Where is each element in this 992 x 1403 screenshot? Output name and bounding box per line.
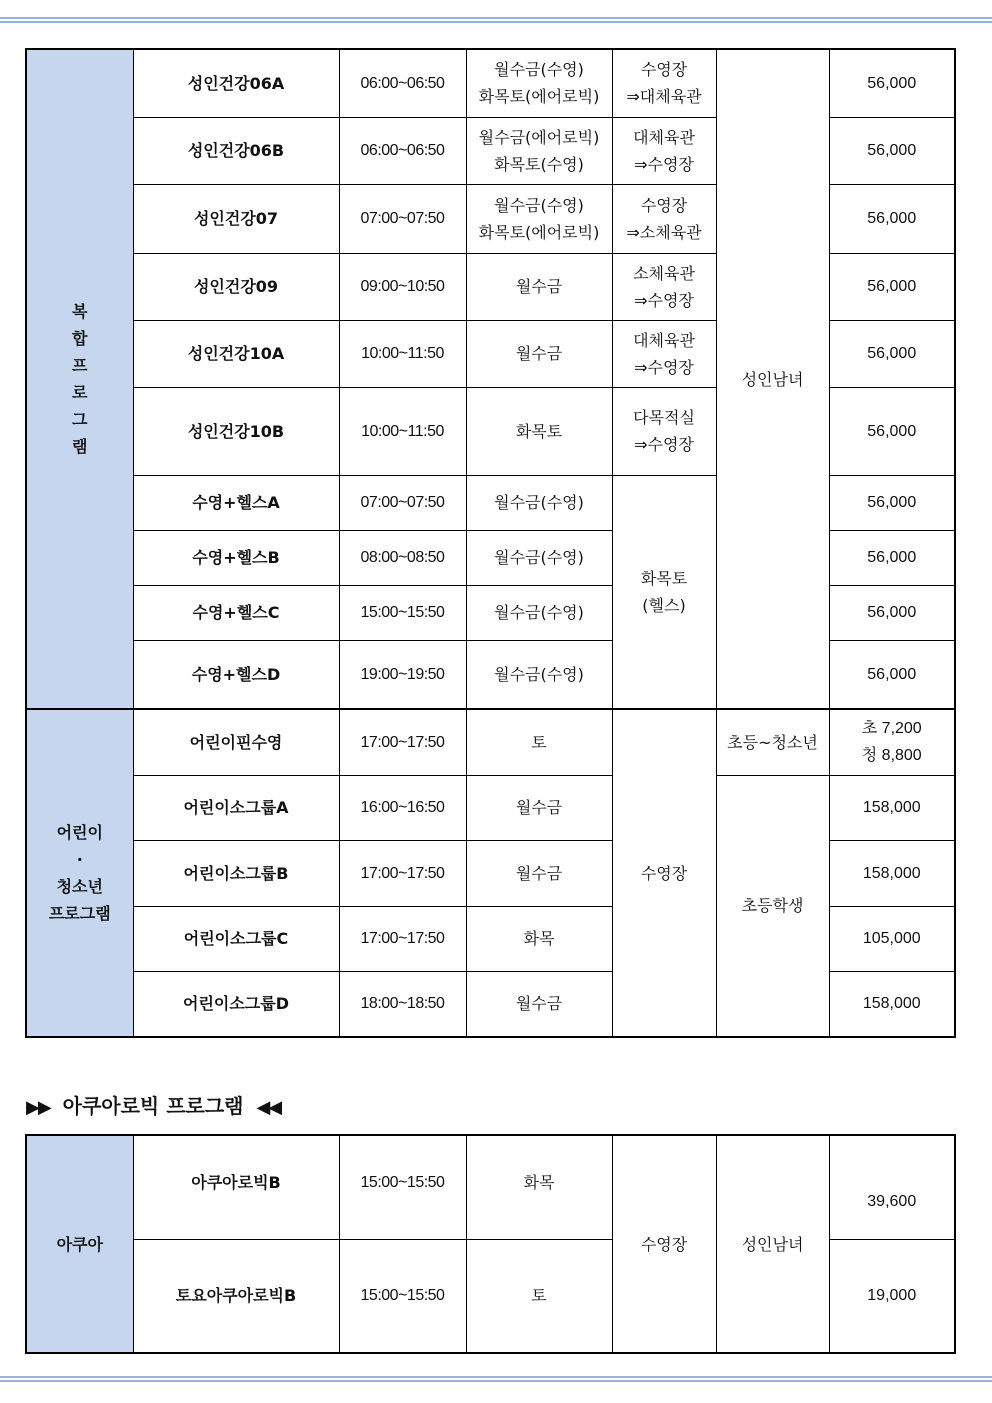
program-time: 15:00~15:50 [339,1135,466,1239]
program-days: 화목 [466,906,612,971]
program-days: 월수금(수영) 화목토(에어로빅) [466,49,612,117]
program-price: 158,000 [829,775,955,840]
program-days: 월수금(에어로빅) 화목토(수영) [466,117,612,184]
program-name: 어린이소그룹D [133,971,339,1037]
program-place: 수영장 [612,1135,716,1353]
program-place: 다목적실 ⇒수영장 [612,387,716,475]
program-price: 39,600 [829,1135,955,1239]
program-price: 56,000 [829,253,955,320]
program-price: 19,000 [829,1239,955,1353]
program-place: 수영장 [612,709,716,1037]
program-place: 대체육관 ⇒수영장 [612,320,716,387]
program-time: 08:00~08:50 [339,530,466,585]
program-time: 15:00~15:50 [339,585,466,640]
program-days: 토 [466,1239,612,1353]
category-youth-program: 어린이 · 청소년 프로그램 [26,709,133,1037]
program-price: 158,000 [829,971,955,1037]
program-name: 어린이핀수영 [133,709,339,775]
program-days: 화목토 [466,387,612,475]
program-name: 수영+헬스D [133,640,339,709]
program-time: 06:00~06:50 [339,117,466,184]
program-days: 월수금(수영) [466,475,612,530]
program-time: 06:00~06:50 [339,49,466,117]
program-days: 토 [466,709,612,775]
program-name: 성인건강06B [133,117,339,184]
program-place: 대체육관 ⇒수영장 [612,117,716,184]
program-days: 월수금(수영) [466,530,612,585]
left-triangles-icon: ◀◀ [256,1097,281,1118]
table-row [26,49,955,117]
program-time: 19:00~19:50 [339,640,466,709]
program-time: 10:00~11:50 [339,387,466,475]
program-schedule-table [25,48,956,1038]
program-days: 월수금 [466,775,612,840]
program-place: 소체육관 ⇒수영장 [612,253,716,320]
program-name: 수영+헬스C [133,585,339,640]
program-days: 화목 [466,1135,612,1239]
category-composite-program: 복 합 프 로 그 램 [26,49,133,709]
program-price: 초 7,200 청 8,800 [829,709,955,775]
program-price: 56,000 [829,387,955,475]
program-place: 수영장 ⇒대체육관 [612,49,716,117]
program-name: 성인건강10B [133,387,339,475]
program-name: 토요아쿠아로빅B [133,1239,339,1353]
top-border-line [0,17,992,23]
category-aqua: 아쿠아 [26,1135,133,1353]
program-days: 월수금(수영) 화목토(에어로빅) [466,184,612,253]
program-name: 어린이소그룹A [133,775,339,840]
program-name: 성인건강10A [133,320,339,387]
program-name: 성인건강09 [133,253,339,320]
program-price: 56,000 [829,585,955,640]
program-name: 어린이소그룹C [133,906,339,971]
right-triangles-icon: ▶▶ [26,1097,50,1118]
program-time: 17:00~17:50 [339,906,466,971]
program-days: 월수금 [466,253,612,320]
program-days: 월수금(수영) [466,585,612,640]
program-time: 15:00~15:50 [339,1239,466,1353]
table-row [26,775,955,840]
program-time: 07:00~07:50 [339,475,466,530]
program-price: 56,000 [829,530,955,585]
program-days: 월수금 [466,971,612,1037]
program-name: 어린이소그룹B [133,840,339,906]
program-name: 성인건강07 [133,184,339,253]
program-audience: 초등학생 [716,775,829,1037]
program-days: 월수금(수영) [466,640,612,709]
program-name: 성인건강06A [133,49,339,117]
program-audience: 성인남녀 [716,1135,829,1353]
program-days: 월수금 [466,320,612,387]
program-time: 07:00~07:50 [339,184,466,253]
program-time: 18:00~18:50 [339,971,466,1037]
program-price: 105,000 [829,906,955,971]
program-days: 월수금 [466,840,612,906]
program-name: 수영+헬스B [133,530,339,585]
program-price: 56,000 [829,320,955,387]
table-row [26,709,955,775]
program-price: 158,000 [829,840,955,906]
table-row [26,1135,955,1239]
program-time: 10:00~11:50 [339,320,466,387]
program-time: 17:00~17:50 [339,709,466,775]
program-place: 수영장 ⇒소체육관 [612,184,716,253]
aquarobic-section-title [26,1090,280,1119]
bottom-border-line [0,1376,992,1382]
program-price: 56,000 [829,475,955,530]
section-title-text: 아쿠아로빅 프로그램 [62,1094,244,1118]
program-place-health: 화목토 (헬스) [612,475,716,709]
program-audience: 초등~청소년 [716,709,829,775]
program-audience: 성인남녀 [716,49,829,709]
program-price: 56,000 [829,640,955,709]
aquarobic-schedule-table [25,1134,956,1354]
program-time: 16:00~16:50 [339,775,466,840]
program-price: 56,000 [829,49,955,117]
program-name: 아쿠아로빅B [133,1135,339,1239]
program-name: 수영+헬스A [133,475,339,530]
program-price: 56,000 [829,117,955,184]
program-price: 56,000 [829,184,955,253]
program-time: 09:00~10:50 [339,253,466,320]
program-time: 17:00~17:50 [339,840,466,906]
